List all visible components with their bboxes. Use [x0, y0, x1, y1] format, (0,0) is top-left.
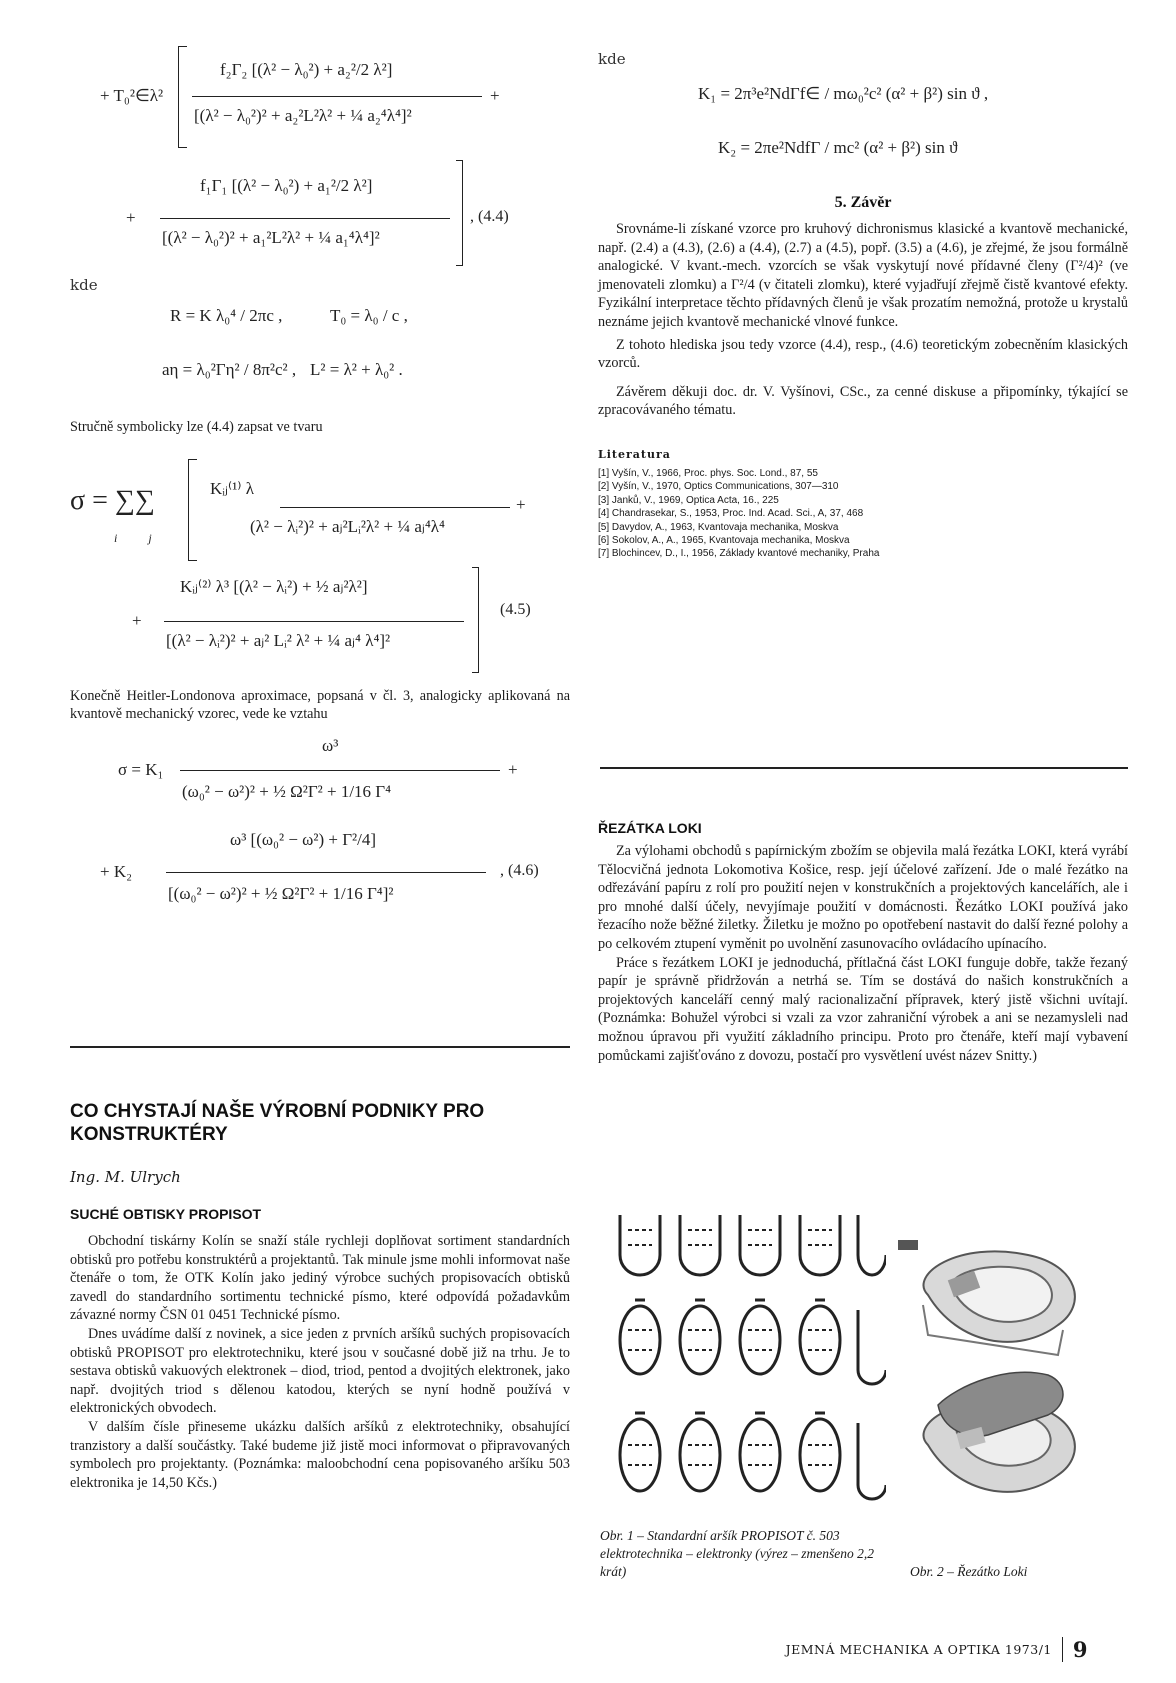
def-L2: L² = λ² + λ₀² .: [310, 360, 403, 379]
eq45-line2-fraction-bar: [164, 621, 464, 622]
def-K2: K₂ = 2πe²NdfΓ / mc² (α² + β²) sin ϑ: [718, 138, 958, 157]
eq46-line2-prefix: + K₂: [100, 861, 133, 881]
eq44-line1-numerator: f₂Γ₂ [(λ² − λ₀²) + a₂²/2 λ²]: [220, 60, 393, 79]
def-R: R = K λ₀⁴ / 2πc ,: [170, 306, 283, 325]
figure-2-loki-cutter: [898, 1235, 1098, 1525]
article-block: [70, 1100, 570, 1492]
eq46-line2-fraction-bar: [166, 872, 486, 873]
eq46-line1-plus: +: [508, 759, 518, 779]
paragraph-zaverem: Závěrem děkuji doc. dr. V. Vyšínovi, CSc., za cenné diskuse a připomínky, týkající se zpracovávaného tématu.: [598, 383, 1128, 419]
page-footer: [786, 1637, 1088, 1662]
eq46-line1-prefix: σ = K₁: [118, 759, 164, 779]
loki-cutter-photos: [898, 1235, 1098, 1525]
left-column: [70, 40, 570, 944]
eq44-line1-denominator: [(λ² − λ₀²)² + a₂²L²λ² + ¼ a₂⁴λ⁴]²: [194, 106, 412, 125]
figure-1-caption: Obr. 1 – Standardní aršík PROPISOT č. 503 elektrotechnika – elektronky (výrez – zmenšeno 2,2 krát): [600, 1528, 875, 1579]
def-a-eta: aη = λ₀²Γη² / 8π²c² ,: [162, 360, 297, 379]
eq45-line1-numerator: Kᵢⱼ⁽¹⁾ λ: [210, 478, 254, 498]
eq45-number: (4.5): [500, 600, 531, 618]
def-K1: K₁ = 2π³e²NdΓf∈ / mω₀²c² (α² + β²) sin ϑ ,: [698, 84, 989, 103]
eq46-line1-denominator: (ω₀² − ω²)² + ½ Ω²Γ² + 1/16 Γ⁴: [182, 781, 392, 801]
eq46-line1-numerator: ω³: [322, 735, 339, 755]
equation-4-4: [70, 40, 570, 280]
eq46-line1-fraction-bar: [180, 770, 500, 771]
left-divider-rule: [70, 1046, 570, 1048]
paragraph-strucne: Stručně symbolicky lze (4.4) zapsat ve tvaru: [70, 419, 323, 435]
eq44-line2-prefix: +: [126, 208, 136, 227]
article-author: Ing. M. Ulrych: [70, 1168, 181, 1186]
reference-item: [6] Sokolov, A., A., 1965, Kvantovaja mechanika, Moskva: [598, 534, 850, 546]
eq45-left-bracket: [188, 459, 197, 561]
reference-item: [5] Davydov, A., 1963, Kvantovaja mechanika, Moskva: [598, 521, 839, 533]
kde-label-1: kde: [70, 276, 98, 294]
paragraph-prace: Práce s řezátkem LOKI je jednoduchá, přítlačná část LOKI funguje dobře, takže řezaný papír je správně přidržován a netrhá se. Tím se dostává do našich konstrukčních a projektových kanceláří cenný malý racionalizační přípravek, který jistě všichni uvítají. (Poznámka: Bohužel výrobci si vzali za vzor zahraniční výrobek a ani se nezamysleli nad možnou úpravou při využití základního principu. Proto pro čtenáře, kteří mají vybavení pomůckami zajišťováno z dovozu, postačí pro vysvětlení uvést název Snitty.): [598, 954, 1128, 1064]
definitions-block: [70, 294, 570, 414]
paragraph-v-dalsim: V dalším čísle přineseme ukázku dalších aršíků z elektrotechniky, obsahující tranzistory a další součástky. Také budeme již jistě moci informovat o připravovaných symbolech pro projektanty. (Poznámka: maloobchodní cena popisovaného aršíku 503 elektronika je 14,50 Kčs.): [70, 1418, 570, 1491]
figure-2-caption: Obr. 2 – Řezátko Loki: [910, 1564, 1028, 1579]
rezatka-article: [598, 820, 1128, 1065]
reference-item: [2] Vyšín, V., 1970, Optics Communications, 307—310: [598, 481, 839, 493]
kde-label-2: kde: [598, 50, 626, 68]
equation-4-5: [70, 451, 570, 681]
eq44-line1-fraction-bar: [192, 96, 482, 97]
eq45-prefix: σ = ∑∑: [70, 484, 155, 516]
eq46-line2-numerator: ω³ [(ω₀² − ω²) + Γ²/4]: [230, 829, 377, 849]
references-title: Literatura: [598, 447, 671, 461]
reference-item: [7] Blochincev, D., I., 1956, Základy kvantové mechaniky, Praha: [598, 548, 880, 560]
journal-name: JEMNÁ MECHANIKA A OPTIKA 1973/1: [785, 1642, 1052, 1657]
eq45-sum-indices: i j: [114, 530, 166, 545]
big-left-bracket: [178, 46, 187, 148]
paragraph-konecne: Konečně Heitler-Londonova aproximace, popsaná v čl. 3, analogicky aplikovaná na kvantově mechanický vzorec, vede ke vztahu: [70, 687, 570, 723]
eq46-line2-denominator: [(ω₀² − ω²)² + ½ Ω²Γ² + 1/16 Γ⁴]²: [168, 883, 394, 903]
def-T0: T₀ = λ₀ / c ,: [330, 306, 408, 325]
eq45-line1-fraction-bar: [280, 507, 510, 508]
big-right-brace: [456, 160, 463, 266]
article-title: CO CHYSTAJÍ NAŠE VÝROBNÍ PODNIKY PRO KONSTRUKTÉRY: [70, 1101, 485, 1145]
eq45-line1-plus: +: [516, 494, 526, 514]
section-title-suche-obtisky: SUCHÉ OBTISKY PROPISOT: [70, 1206, 262, 1222]
right-column: [598, 40, 1128, 561]
reference-item: [3] Janků, V., 1969, Optica Acta, 16., 225: [598, 494, 779, 506]
section-title-rezatka-loki: ŘEZÁTKA LOKI: [598, 820, 702, 836]
eq44-line2-numerator: f₁Γ₁ [(λ² − λ₀²) + a₁²/2 λ²]: [200, 176, 373, 195]
eq45-line1-denominator: (λ² − λᵢ²)² + aⱼ²Lᵢ²λ² + ¼ aⱼ⁴λ⁴: [250, 516, 445, 536]
paragraph-dnes: Dnes uvádíme další z novinek, a sice jeden z prvních aršíků suchých propisovacích obtisků PROPISOT pro elektrotechniku, které jsou v současné době již na trhu. Je to sestava obtisků vakuových elektronek – diod, triod, pentod a dvojitých elektronek, jako např. dvojitých triod s dělenou katodou, kterých se nyní hodně používá v elektronických obvodech.: [70, 1325, 570, 1417]
eq44-line1-plus: +: [490, 86, 500, 105]
tube-symbols-drawing: [600, 1205, 886, 1515]
eq45-line2-denominator: [(λ² − λᵢ²)² + aⱼ² Lᵢ² λ² + ¼ aⱼ⁴ λ⁴]²: [166, 630, 391, 650]
eq46-number: , (4.6): [500, 861, 539, 879]
page-number: 9: [1062, 1637, 1088, 1662]
eq45-line2-prefix: +: [132, 610, 142, 630]
reference-item: [4] Chandrasekar, S., 1953, Proc. Ind. Acad. Sci., A, 37, 468: [598, 508, 864, 520]
reference-item: [1] Vyšín, V., 1966, Proc. phys. Soc. Lond., 87, 55: [598, 467, 818, 479]
eq44-line2-denominator: [(λ² − λ₀²)² + a₁²L²λ² + ¼ a₁⁴λ⁴]²: [162, 228, 380, 247]
eq45-line2-numerator: Kᵢⱼ⁽²⁾ λ³ [(λ² − λᵢ²) + ½ aⱼ²λ²]: [180, 576, 368, 596]
eq45-right-bracket: [472, 567, 479, 673]
K-definitions: [598, 72, 1128, 182]
paragraph-srovname: Srovnáme-li získané vzorce pro kruhový dichronismus klasické a kvantově mechanické, např. (2.4) a (4.3), (2.6) a (4.4), (2.7) a (4.5), popř. (3.5) a (4.6), je zřejmé, že jsou formálně analogické. V kvant.-mech. vzorcích se však vyskytují nové přídavné členy (Γ²/4)² (ve jmenovateli zlomku) a Γ²/4 (v čitateli zlomku), které vyjadřují zřejmě čistě kvantové efekty. Fyzikální interpretace těchto přídavných členů je však prozatím nemožná, protože u krystalů neznáme jejich kvantově mechanické vlnové funkce.: [598, 221, 1128, 330]
paragraph-za-vylohami: Za výlohami obchodů s papírnickým zbožím se objevila malá řezátka LOKI, která vyrábí Tělocvičná jednota Lokomotiva Košice, resp. její účelové zařízení. Jde o malé řezátko na odřezávání papíru z rolí pro použití nejen v konstrukčních a projektových kancelářích, ale i pro mnohé další účely, nevyjímaje použití v domácnosti. Řezátko LOKI používá jako řezacího nože běžné žiletky. Žiletku je možno po opotřebení nastavit do další řezné polohy a po celkovém ztupení vyměnit po uvolnění zasunovacího ovládacího upínacího.: [598, 843, 1128, 952]
right-divider-rule: [600, 767, 1128, 769]
section-title-zaver: 5. Závěr: [834, 194, 892, 211]
references-list: [598, 467, 1128, 561]
paragraph-obchodni: Obchodní tiskárny Kolín se snaží stále rychleji doplňovat sortiment standardních obtisků pro potřebu konstruktérů a projektantů. Tak minule jsme mohli informovat naše čtenáře o tom, že OTK Kolín jako jediný výrobce suchých propisovacích obtisků zavedl do standardního sortimentu technické písmo, které odpovídá požadavkům závazné normy ČSN 01 0451 Technické písmo.: [70, 1233, 570, 1324]
paragraph-z-tohoto: Z tohoto hlediska jsou tedy vzorce (4.4), resp., (4.6) teoretickým zobecněním klasických vzorců.: [598, 336, 1128, 372]
eq44-number: , (4.4): [470, 208, 509, 225]
equation-4-6: [70, 734, 570, 944]
figure-1-tube-symbols: [600, 1205, 886, 1515]
eq44-line1-prefix: + T₀²∈λ²: [100, 86, 164, 105]
eq44-line2-fraction-bar: [160, 218, 450, 219]
